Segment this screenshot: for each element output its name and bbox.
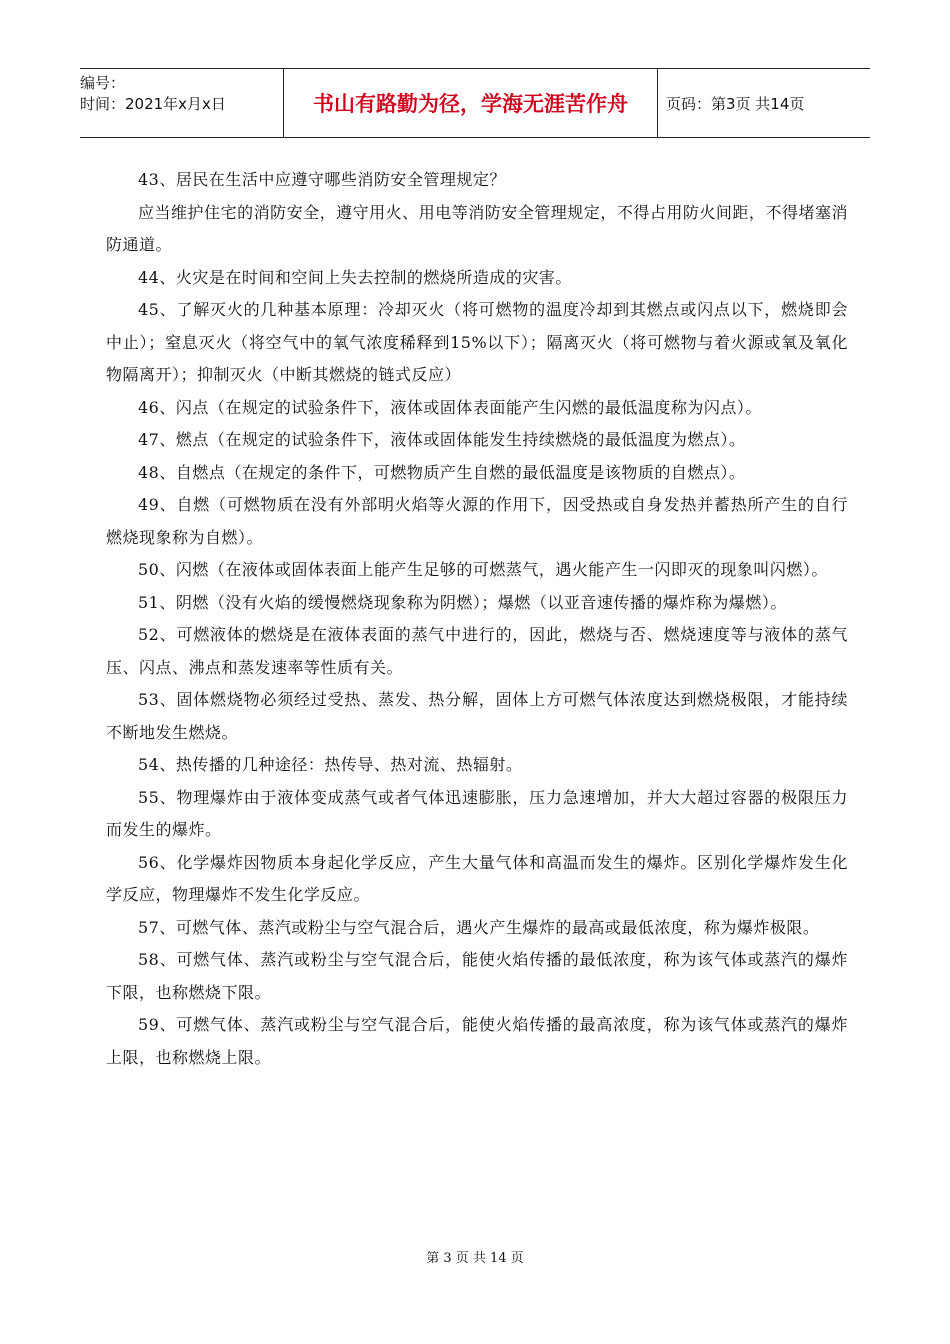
document-number-label: 编号： (80, 74, 126, 92)
paragraph-48: 48、自燃点（在规定的条件下，可燃物质产生自燃的最低温度是该物质的自燃点）。 (138, 462, 746, 482)
header-page-info: 页码：第3页 共14页 (666, 94, 805, 113)
header-meta (80, 69, 283, 137)
document-body (106, 164, 848, 1074)
paragraph-50: 50、闪燃（在液体或固体表面上能产生足够的可燃蒸气，遇火能产生一闪即灭的现象叫闪燃）。 (138, 560, 828, 579)
document-date-label: 时间：2021年x月x日 (80, 95, 226, 113)
paragraph-54: 54、热传播的几种途径：热传导、热对流、热辐射。 (138, 755, 523, 774)
paragraph-57: 57、可燃气体、蒸汽或粉尘与空气混合后，遇火产生爆炸的最高或最低浓度，称为爆炸极限。 (138, 917, 820, 937)
paragraph-43-question: 43、居民在生活中应遵守哪些消防安全管理规定？ (138, 170, 506, 189)
paragraph-43-answer: 应当维护住宅的消防安全，遵守用火、用电等消防安全管理规定，不得占用防火间距，不得堵塞消防通道。 (106, 202, 848, 254)
paragraph-56: 56、化学爆炸因物质本身起化学反应，产生大量气体和高温而发生的爆炸。区别化学爆炸发生化学反应，物理爆炸不发生化学反应。 (106, 852, 848, 904)
paragraph-46: 46、闪点（在规定的试验条件下，液体或固体表面能产生闪燃的最低温度称为闪点）。 (138, 397, 762, 417)
paragraph-55: 55、物理爆炸由于液体变成蒸气或者气体迅速膨胀，压力急速增加，并大大超过容器的极限压力而发生的爆炸。 (106, 787, 848, 839)
paragraph-51: 51、阴燃（没有火焰的缓慢燃烧现象称为阴燃）；爆燃（以亚音速传播的爆炸称为爆燃）。 (138, 592, 787, 612)
header-motto: 书山有路勤为径，学海无涯苦作舟 (283, 69, 658, 137)
page-footer: 第 3 页 共 14 页 (426, 1251, 524, 1266)
paragraph-53: 53、固体燃烧物必须经过受热、蒸发、热分解，固体上方可燃气体浓度达到燃烧极限，才能持续不断地发生燃烧。 (106, 690, 848, 742)
paragraph-44: 44、火灾是在时间和空间上失去控制的燃烧所造成的灾害。 (138, 267, 572, 287)
page-header (80, 68, 870, 138)
paragraph-47: 47、燃点（在规定的试验条件下，液体或固体能发生持续燃烧的最低温度为燃点）。 (138, 430, 746, 449)
paragraph-58: 58、可燃气体、蒸汽或粉尘与空气混合后，能使火焰传播的最低浓度，称为该气体或蒸汽的爆炸下限，也称燃烧下限。 (106, 950, 848, 1002)
paragraph-49: 49、自燃（可燃物质在没有外部明火焰等火源的作用下，因受热或自身发热并蓄热所产生的自行燃烧现象称为自燃）。 (106, 495, 848, 547)
paragraph-59: 59、可燃气体、蒸汽或粉尘与空气混合后，能使火焰传播的最高浓度，称为该气体或蒸汽的爆炸上限，也称燃烧上限。 (106, 1015, 848, 1067)
paragraph-45: 45、了解灭火的几种基本原理：冷却灭火（将可燃物的温度冷却到其燃点或闪点以下，燃烧即会中止）；窒息灭火（将空气中的氧气浓度稀释到15%以下）；隔离灭火（将可燃物与着火源或氧及氧化物隔离开）；抑制灭火（中断其燃烧的链式反应） (106, 300, 848, 384)
paragraph-52: 52、可燃液体的燃烧是在液体表面的蒸气中进行的，因此，燃烧与否、燃烧速度等与液体的蒸气压、闪点、沸点和蒸发速率等性质有关。 (106, 625, 848, 677)
